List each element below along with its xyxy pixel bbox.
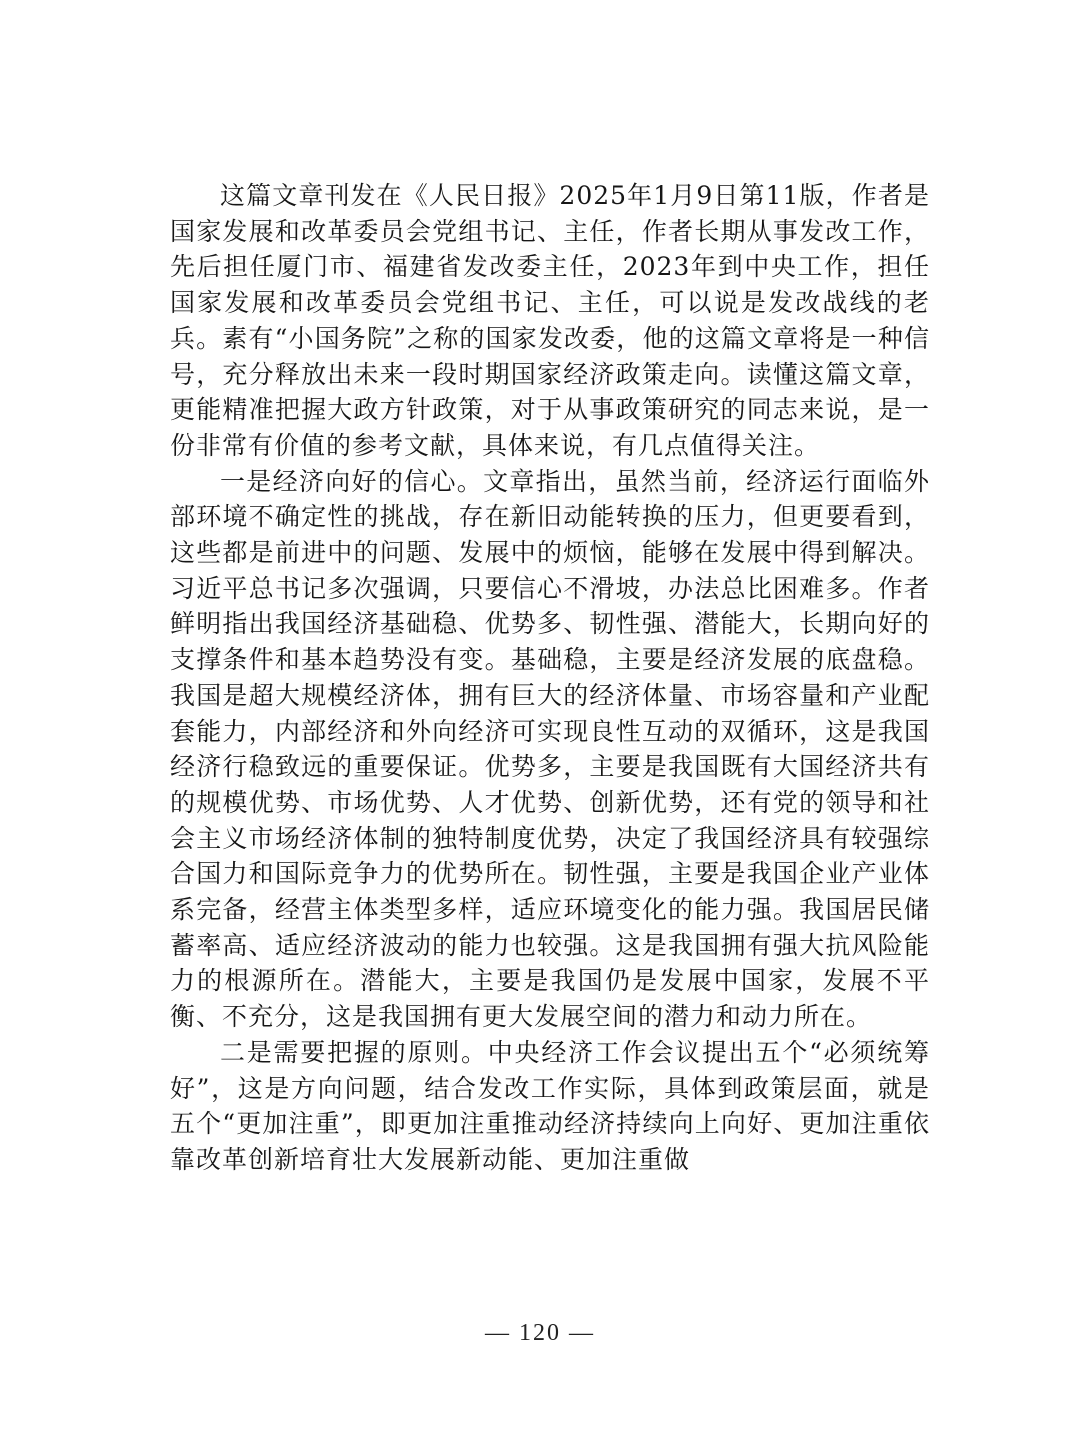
body-text	[170, 178, 930, 1178]
page-number: — 120 —	[485, 1320, 595, 1346]
paragraph-intro: 这篇文章刊发在《人民日报》2025年1月9日第11版，作者是国家发展和改革委员会党组书记、主任，作者长期从事发改工作，先后担任厦门市、福建省发改委主任，2023年到中央工作，担任国家发展和改革委员会党组书记、主任，可以说是发改战线的老兵。素有“小国务院”之称的国家发改委，他的这篇文章将是一种信号，充分释放出未来一段时期国家经济政策走向。读懂这篇文章，更能精准把握大政方针政策，对于从事政策研究的同志来说，是一份非常有价值的参考文献，具体来说，有几点值得关注。	[170, 181, 930, 460]
paragraph-point-one: 一是经济向好的信心。文章指出，虽然当前，经济运行面临外部环境不确定性的挑战，存在新旧动能转换的压力，但更要看到，这些都是前进中的问题、发展中的烦恼，能够在发展中得到解决。习近平总书记多次强调，只要信心不滑坡，办法总比困难多。作者鲜明指出我国经济基础稳、优势多、韧性强、潜能大，长期向好的支撑条件和基本趋势没有变。基础稳，主要是经济发展的底盘稳。我国是超大规模经济体，拥有巨大的经济体量、市场容量和产业配套能力，内部经济和外向经济可实现良性互动的双循环，这是我国经济行稳致远的重要保证。优势多，主要是我国既有大国经济共有的规模优势、市场优势、人才优势、创新优势，还有党的领导和社会主义市场经济体制的独特制度优势，决定了我国经济具有较强综合国力和国际竞争力的优势所在。韧性强，主要是我国企业产业体系完备，经营主体类型多样，适应环境变化的能力强。我国居民储蓄率高、适应经济波动的能力也较强。这是我国拥有强大抗风险能力的根源所在。潜能大，主要是我国仍是发展中国家，发展不平衡、不充分，这是我国拥有更大发展空间的潜力和动力所在。	[170, 466, 930, 1032]
paragraph-point-two: 二是需要把握的原则。中央经济工作会议提出五个“必须统筹好”，这是方向问题，结合发改工作实际，具体到政策层面，就是五个“更加注重”，即更加注重推动经济持续向上向好、更加注重依靠改革创新培育壮大发展新动能、更加注重做	[170, 1037, 930, 1174]
